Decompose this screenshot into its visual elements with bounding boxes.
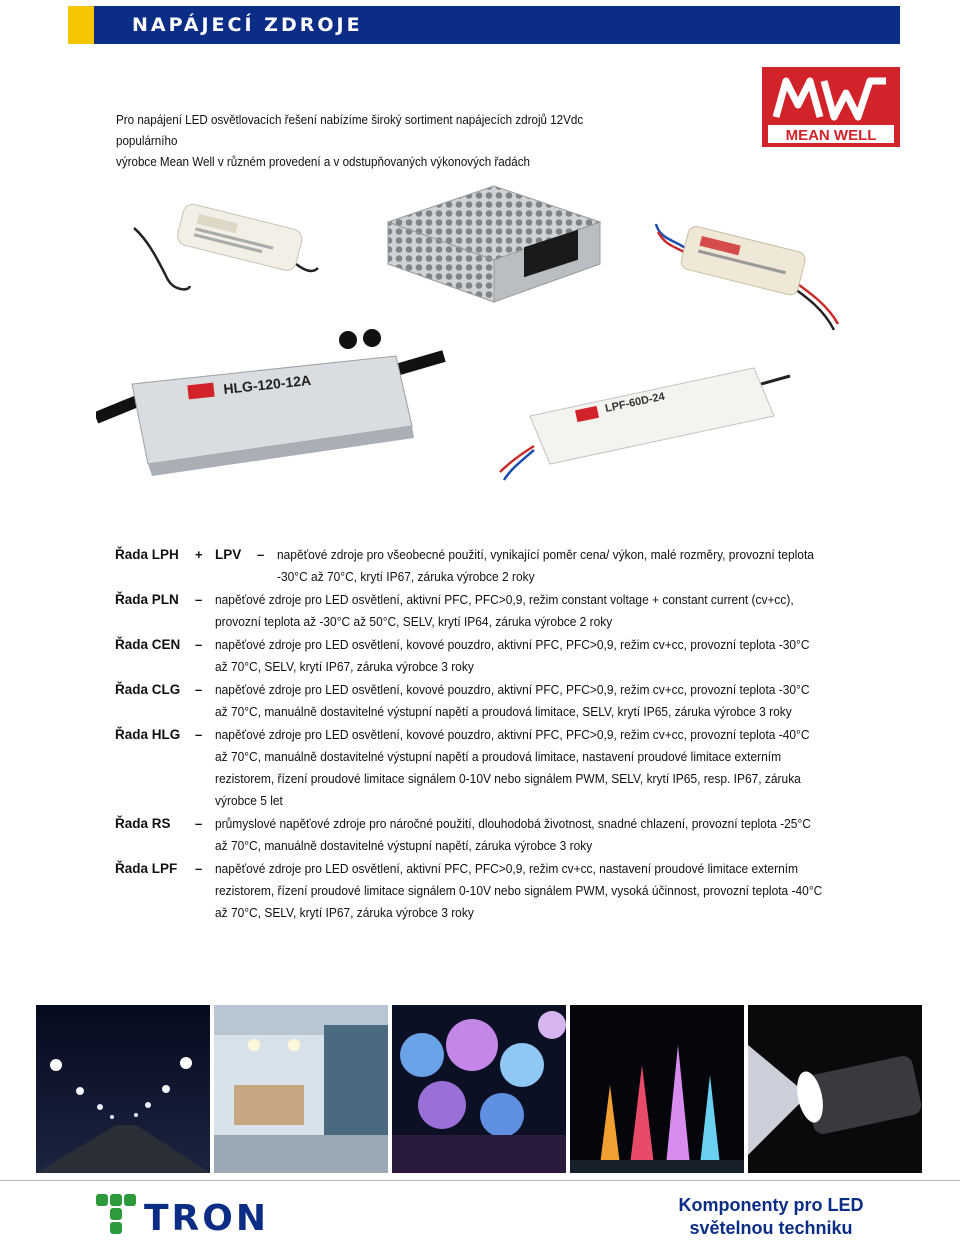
series-name: Řada PLN — [115, 592, 179, 607]
series-row-hlg — [115, 724, 855, 812]
series-list — [115, 544, 855, 925]
lpf-model-label: LPF-60D-24 — [604, 390, 666, 415]
series-name: Řada LPH — [115, 547, 179, 562]
series-row-rs — [115, 813, 855, 857]
series-row-pln — [115, 589, 855, 633]
intro-line: výrobce Mean Well v různém provedení a v odstupňovaných výkonových řadách — [116, 155, 530, 169]
series-row-lpf — [115, 858, 855, 924]
logo-text: MEAN WELL — [785, 127, 877, 144]
intro-text — [116, 110, 637, 173]
series-desc: průmyslové napěťové zdroje pro náročné použití, dlouhodobá životnost, snadné chlazení, provozní teplota -25°C až 70°C, manuálně dostavitelné výstupní napětí, záruka výrobce 3 roky — [215, 817, 811, 853]
product-lpv — [128, 200, 324, 300]
series-desc: napěťové zdroje pro LED osvětlení, kovové pouzdro, aktivní PFC, PFC>0,9, režim cv+cc, provozní teplota -30°C až 70°C, manuálně dostavitelné výstupní napětí a proudová limitace, SELV, krytí IP65, záruka výrobce 3 roky — [215, 683, 810, 719]
series-dash: – — [195, 816, 203, 831]
series-dash: – — [195, 727, 203, 742]
series-plus: + — [195, 547, 203, 562]
series-dash: – — [195, 682, 203, 697]
street-lights-photo — [36, 1005, 210, 1173]
application-photos — [36, 1005, 924, 1175]
page-header — [68, 6, 900, 44]
series-desc: napěťové zdroje pro LED osvětlení, aktivní PFC, PFC>0,9, režim constant voltage + constant current (cv+cc), provozní teplota až -30°C až 50°C, SELV, krytí IP64, záruka výrobce 2 roky — [215, 593, 794, 629]
mean-well-logo — [762, 67, 900, 147]
page-title: NAPÁJECÍ ZDROJE — [132, 14, 363, 36]
tagline-line: Komponenty pro LED — [678, 1195, 864, 1215]
tron-brand-text: TRON — [144, 1198, 270, 1236]
series-name: Řada RS — [115, 816, 171, 831]
series-row-cen — [115, 634, 855, 678]
footer-divider — [0, 1180, 960, 1181]
intro-line: Pro napájení LED osvětlovacích řešení nabízíme široký sortiment napájecích zdrojů 12Vdc populárního — [116, 113, 584, 148]
footer-tagline — [660, 1194, 882, 1240]
series-dash: – — [257, 547, 265, 562]
series-dash: – — [195, 637, 203, 652]
series-name: Řada CEN — [115, 637, 181, 652]
series-name: LPV — [215, 547, 242, 562]
water-cube-photo — [392, 1005, 566, 1173]
product-rs — [374, 182, 604, 306]
product-lpf — [494, 346, 794, 486]
tagline-line: světelnou techniku — [689, 1218, 853, 1238]
series-desc: napěťové zdroje pro LED osvětlení, kovové pouzdro, aktivní PFC, PFC>0,9, režim cv+cc, provozní teplota -40°C až 70°C, manuálně dostavitelné výstupní napětí a proudová limitace, nastavení proudové limitace externím rezistorem, řízení proudové limitace signálem 0-10V nebo signálem PWM, SELV, krytí IP65, resp. IP67, záruka výrobce 5 let — [215, 728, 810, 808]
tron-logo — [96, 1192, 296, 1236]
series-desc: napěťové zdroje pro LED osvětlení, aktivní PFC, PFC>0,9, režim cv+cc, nastavení proudové limitace externím rezistorem, řízení proudové limitace signálem 0-10V nebo signálem PWM, vysoká účinnost, provozní teplota -40°C až 70°C, SELV, krytí IP67, záruka výrobce 3 roky — [215, 862, 823, 920]
series-dash: – — [195, 592, 203, 607]
series-name: Řada LPF — [115, 861, 178, 876]
series-desc: napěťové zdroje pro všeobecné použití, vynikající poměr cena/ výkon, malé rozměry, provozní teplota -30°C až 70°C, krytí IP67, záruka výrobce 2 roky — [277, 548, 814, 584]
flashlight-photo — [748, 1005, 922, 1173]
fountain-photo — [570, 1005, 744, 1173]
product-lph — [648, 210, 844, 334]
hlg-model-label: HLG-120-12A — [222, 371, 312, 397]
series-row-clg — [115, 679, 855, 723]
hotel-lobby-photo — [214, 1005, 388, 1173]
series-dash: – — [195, 861, 203, 876]
series-name: Řada CLG — [115, 682, 181, 697]
product-hlg — [96, 326, 446, 492]
series-row-lph — [115, 544, 855, 588]
series-name: Řada HLG — [115, 727, 181, 742]
series-desc: napěťové zdroje pro LED osvětlení, kovové pouzdro, aktivní PFC, PFC>0,9, režim cv+cc, provozní teplota -30°C až 70°C, SELV, krytí IP67, záruka výrobce 3 roky — [215, 638, 810, 674]
